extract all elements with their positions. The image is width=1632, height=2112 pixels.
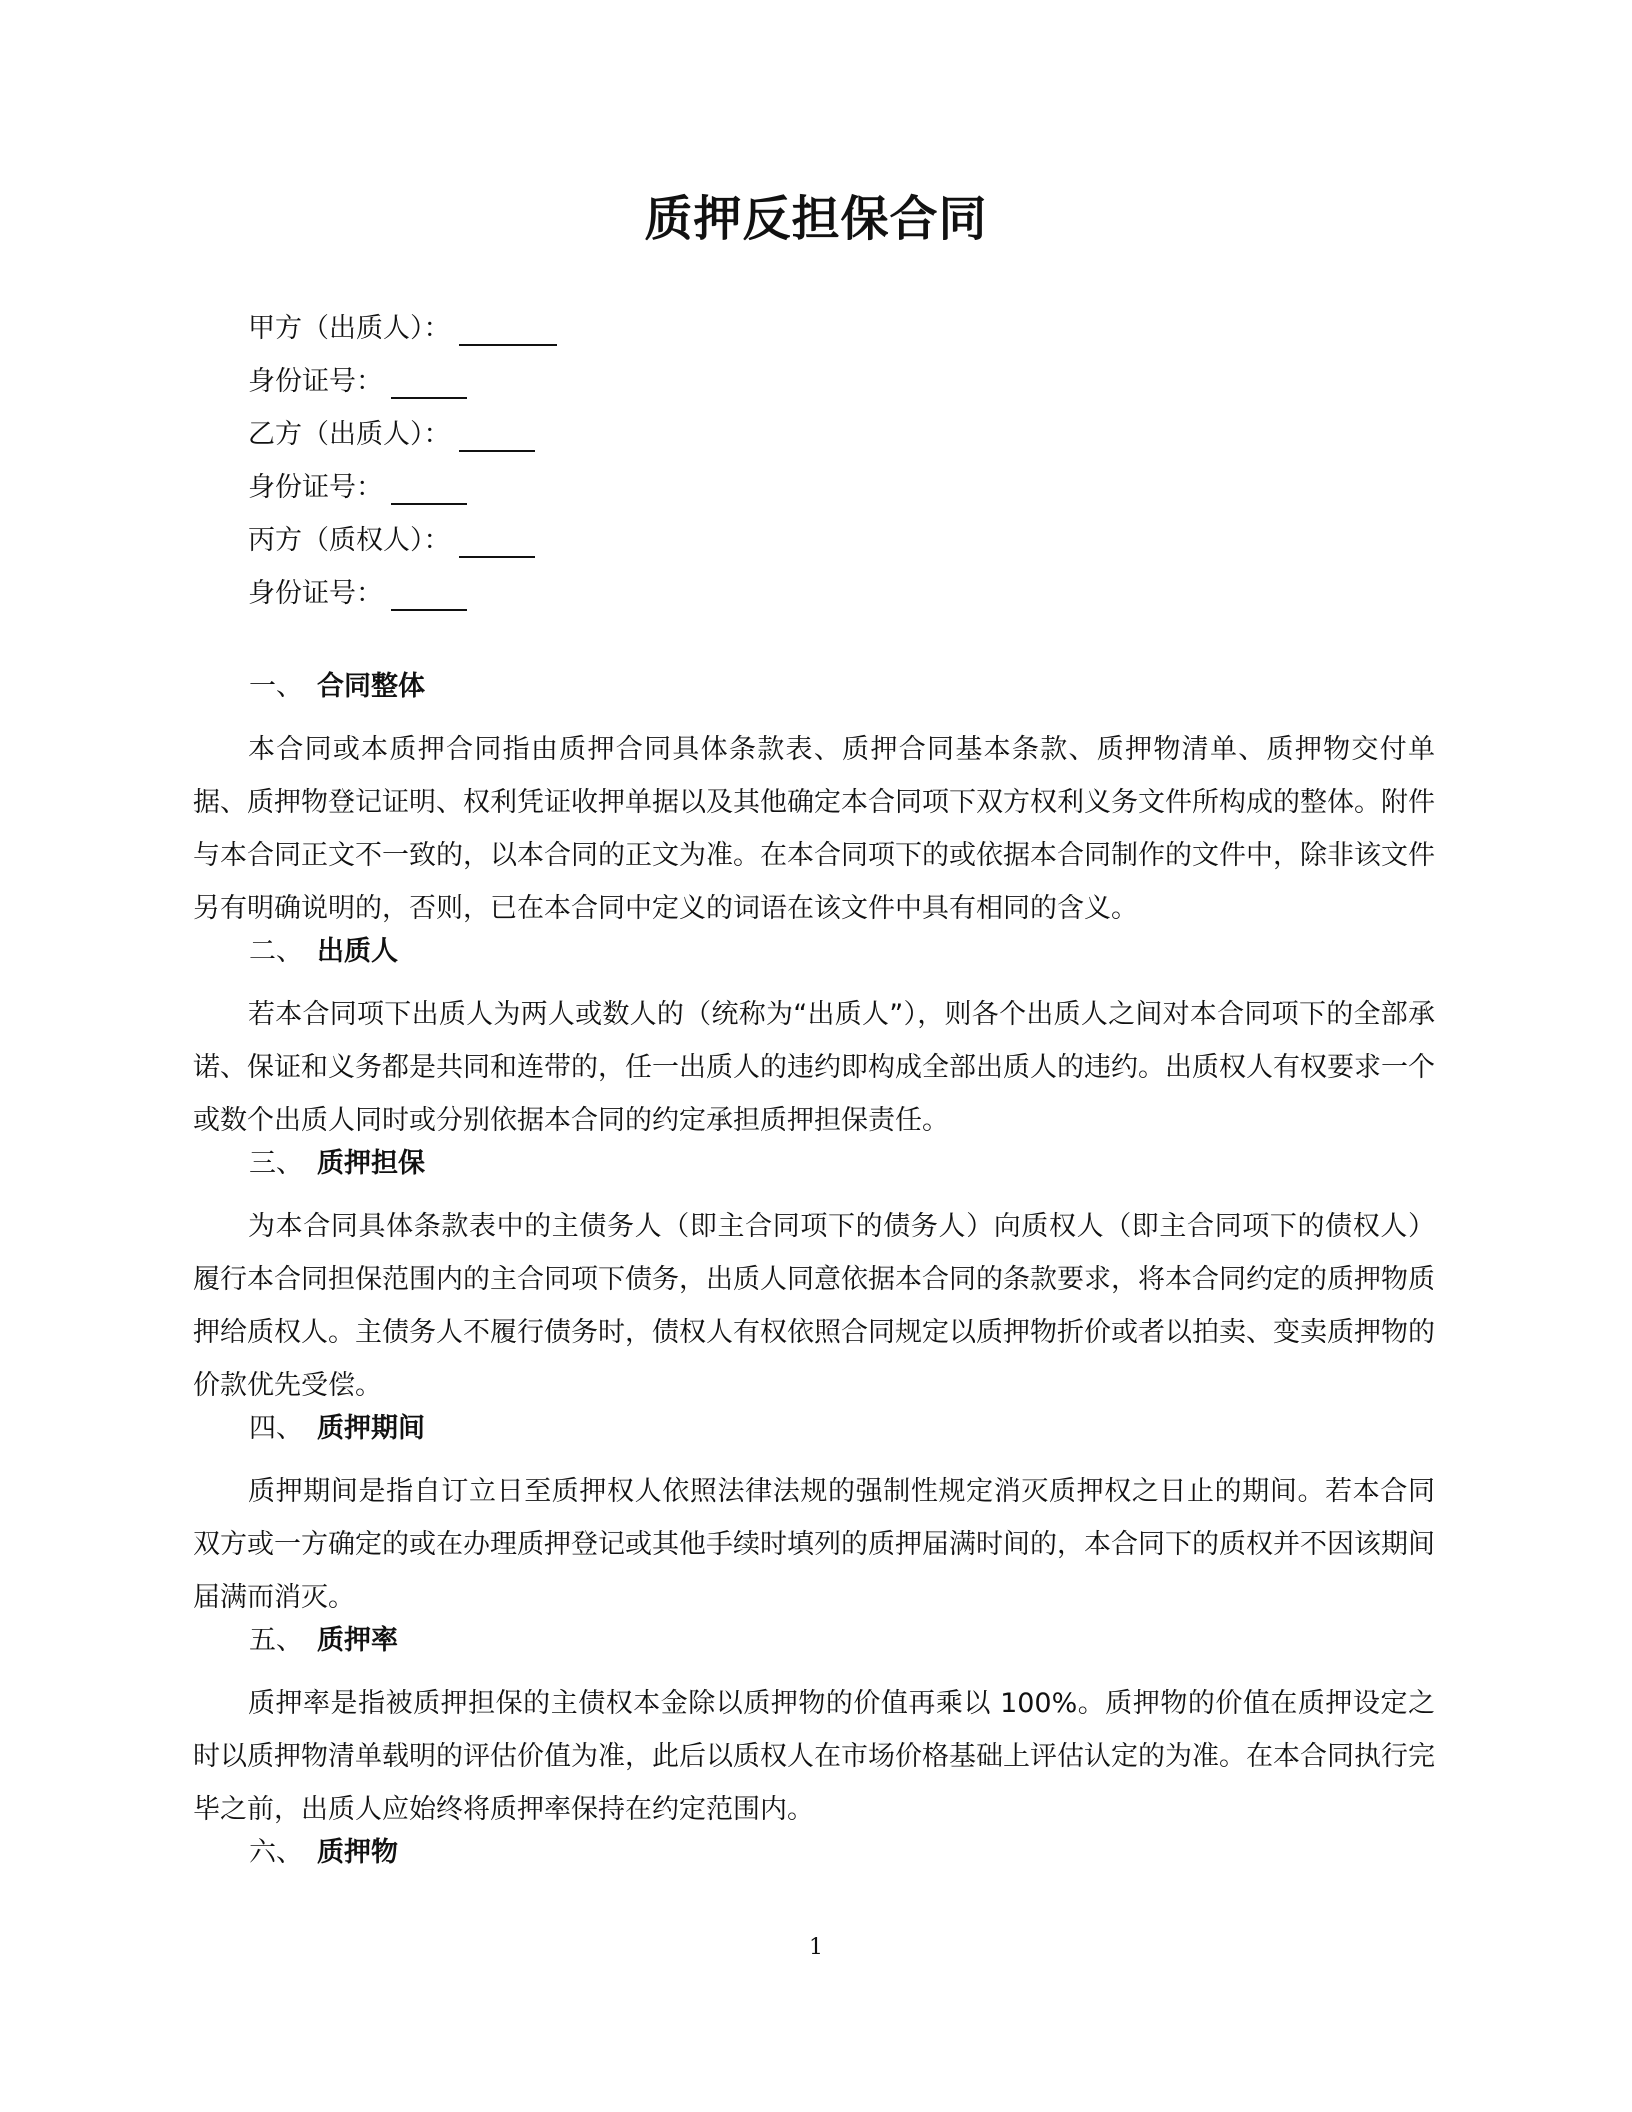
section-heading-5 [193, 1624, 1435, 1677]
party-c-label: 丙方（质权人）： [248, 525, 451, 556]
party-c-id-blank[interactable] [391, 575, 467, 611]
section-number: 五、 [249, 1625, 303, 1656]
party-row-a-id [248, 363, 1148, 416]
section-heading-6 [193, 1836, 1435, 1889]
party-c-name-blank[interactable] [459, 522, 535, 558]
section-number: 一、 [249, 671, 303, 702]
section-title: 质押率 [317, 1625, 398, 1656]
section-number: 三、 [249, 1148, 303, 1179]
section-paragraph-2: 若本合同项下出质人为两人或数人的（统称为“出质人”），则各个出质人之间对本合同项下的全部承诺、保证和义务都是共同和连带的，任一出质人的违约即构成全部出质人的违约。出质权人有权要求一个或数个出质人同时或分别依据本合同的约定承担质押担保责任。 [193, 999, 1435, 1136]
party-a-label: 甲方（出质人）： [248, 313, 451, 344]
party-a-name-blank[interactable] [459, 310, 557, 346]
section-paragraph-1: 本合同或本质押合同指由质押合同具体条款表、质押合同基本条款、质押物清单、质押物交付单据、质押物登记证明、权利凭证收押单据以及其他确定本合同项下双方权利义务文件所构成的整体。附件与本合同正文不一致的，以本合同的正文为准。在本合同项下的或依据本合同制作的文件中，除非该文件另有明确说明的，否则，已在本合同中定义的词语在该文件中具有相同的含义。 [193, 734, 1435, 924]
party-row-c [248, 522, 1148, 575]
party-b-id-blank[interactable] [391, 469, 467, 505]
party-row-a [248, 310, 1148, 363]
document-title: 质押反担保合同 [644, 191, 988, 247]
section-title: 出质人 [317, 936, 398, 967]
party-info-block [248, 310, 1148, 628]
section-title: 质押物 [317, 1837, 398, 1868]
page-number: 1 [809, 1935, 823, 1960]
party-b-label: 乙方（出质人）： [248, 419, 451, 450]
party-c-id-label: 身份证号： [248, 578, 383, 609]
section-title: 质押担保 [317, 1148, 425, 1179]
party-row-c-id [248, 575, 1148, 628]
section-number: 四、 [249, 1413, 303, 1444]
section-paragraph-5: 质押率是指被质押担保的主债权本金除以质押物的价值再乘以 100%。质押物的价值在质押设定之时以质押物清单载明的评估价值为准，此后以质权人在市场价格基础上评估认定的为准。在本合同执行完毕之前，出质人应始终将质押率保持在约定范围内。 [193, 1688, 1435, 1825]
party-row-b [248, 416, 1148, 469]
section-number: 六、 [249, 1837, 303, 1868]
section-title: 质押期间 [317, 1413, 425, 1444]
party-a-id-label: 身份证号： [248, 366, 383, 397]
section-heading-1 [193, 670, 1435, 723]
section-heading-4 [193, 1412, 1435, 1465]
party-b-name-blank[interactable] [459, 416, 535, 452]
party-row-b-id [248, 469, 1148, 522]
section-title: 合同整体 [317, 671, 425, 702]
section-heading-2 [193, 935, 1435, 988]
party-b-id-label: 身份证号： [248, 472, 383, 503]
contract-body [193, 670, 1435, 1889]
section-number: 二、 [249, 936, 303, 967]
section-paragraph-3: 为本合同具体条款表中的主债务人（即主合同项下的债务人）向质权人（即主合同项下的债权人）履行本合同担保范围内的主合同项下债务，出质人同意依据本合同的条款要求，将本合同约定的质押物质押给质权人。主债务人不履行债务时，债权人有权依照合同规定以质押物折价或者以拍卖、变卖质押物的价款优先受偿。 [193, 1211, 1435, 1401]
section-paragraph-4: 质押期间是指自订立日至质押权人依照法律法规的强制性规定消灭质押权之日止的期间。若本合同双方或一方确定的或在办理质押登记或其他手续时填列的质押届满时间的，本合同下的质权并不因该期间届满而消灭。 [193, 1476, 1435, 1613]
party-a-id-blank[interactable] [391, 363, 467, 399]
section-heading-3 [193, 1147, 1435, 1200]
